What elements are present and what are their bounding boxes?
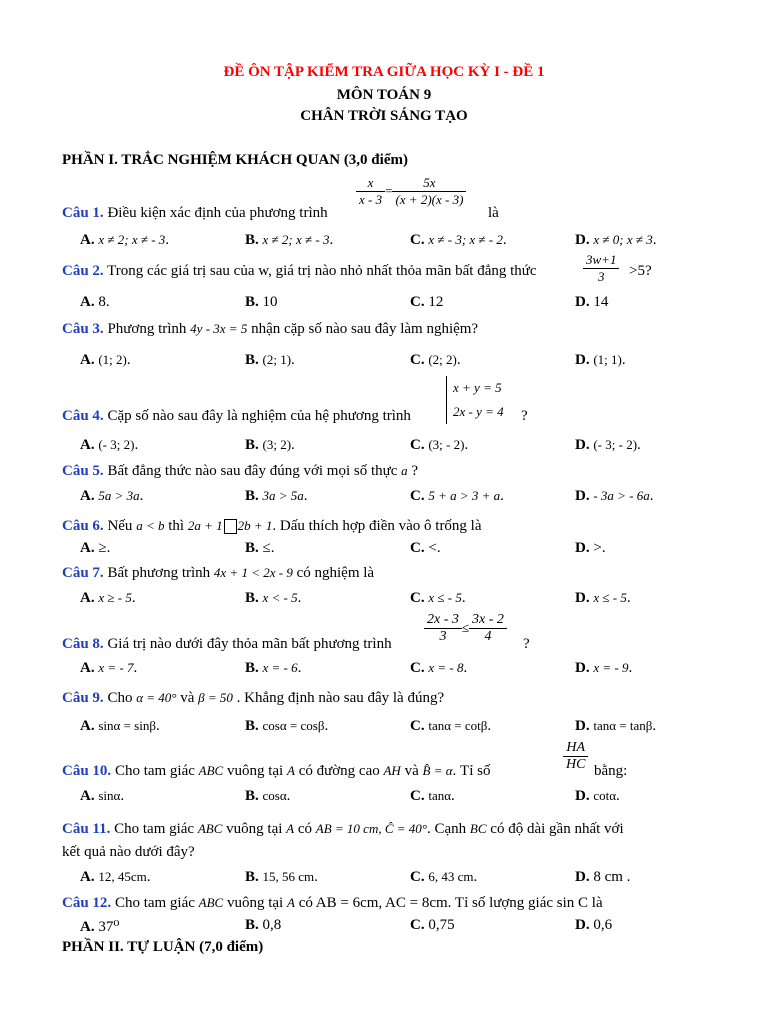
q11-option-a[interactable]: A. 12, 45cm. bbox=[80, 869, 151, 885]
question-4: Câu 4. Cặp số nào sau đây là nghiệm của hệ phương trình bbox=[62, 408, 411, 424]
question-5: Câu 5. Bất đẳng thức nào sau đây đúng với mọi số thực a ? bbox=[62, 463, 419, 479]
q8-option-c[interactable]: C. x = - 8. bbox=[410, 660, 468, 676]
question-4-tail: ? bbox=[521, 408, 528, 424]
q7-option-a[interactable]: A. x ≥ - 5. bbox=[80, 590, 136, 606]
q5-option-c[interactable]: C. 5 + a > 3 + a. bbox=[410, 488, 504, 504]
q4-option-b[interactable]: B. (3; 2). bbox=[245, 437, 295, 453]
question-10: Câu 10. Cho tam giác ABC vuông tại A có đường cao AH và B̂ = α. Tỉ số bbox=[62, 763, 491, 779]
doc-title: ĐỀ ÔN TẬP KIỂM TRA GIỮA HỌC KỲ I - ĐỀ 1 bbox=[223, 64, 545, 80]
question-1-tail: là bbox=[488, 205, 499, 221]
question-1: Câu 1. Điều kiện xác định của phương trình bbox=[62, 205, 328, 221]
question-9: Câu 9. Cho α = 40° và β = 50 . Khẳng định nào sau đây là đúng? bbox=[62, 690, 445, 706]
q10-option-c[interactable]: C. tanα. bbox=[410, 788, 455, 804]
q6-option-b[interactable]: B. ≤. bbox=[245, 540, 275, 556]
q12-option-a[interactable]: A. 37⁰ bbox=[80, 919, 120, 935]
q7-option-b[interactable]: B. x < - 5. bbox=[245, 590, 302, 606]
question-8: Câu 8. Giá trị nào dưới đây thỏa mãn bất phương trình bbox=[62, 636, 392, 652]
q11-option-c[interactable]: C. 6, 43 cm. bbox=[410, 869, 478, 885]
q9-option-b[interactable]: B. cosα = cosβ. bbox=[245, 718, 329, 734]
q6-option-a[interactable]: A. ≥. bbox=[80, 540, 111, 556]
question-10-ratio: $\frac{HA}{HC}$ bbox=[563, 740, 588, 773]
part1-heading: PHẦN I. TRẮC NGHIỆM KHÁCH QUAN (3,0 điểm) bbox=[62, 152, 408, 168]
question-11: Câu 11. Cho tam giác ABC vuông tại A có AB = 10 cm, Ĉ = 40°. Cạnh BC có độ dài gần nhất với bbox=[62, 821, 624, 837]
q3-option-b[interactable]: B. (2; 1). bbox=[245, 352, 295, 368]
part2-heading: PHẦN II. TỰ LUẬN (7,0 điểm) bbox=[62, 939, 264, 955]
question-2-fraction: $\frac{3w+1}{3}$ bbox=[583, 252, 619, 285]
q5-option-b[interactable]: B. 3a > 5a. bbox=[245, 488, 308, 504]
question-6: Câu 6. Nếu a < b thì 2a + 1 2b + 1. Dấu thích hợp điền vào ô trống là bbox=[62, 518, 482, 534]
q12-option-b[interactable]: B. 0,8 bbox=[245, 917, 282, 933]
question-2-tail: >5? bbox=[629, 263, 652, 279]
q4-option-d[interactable]: D. (- 3; - 2). bbox=[575, 437, 641, 453]
q9-option-c[interactable]: C. tanα = cotβ. bbox=[410, 718, 492, 734]
q10-option-d[interactable]: D. cotα. bbox=[575, 788, 620, 804]
q5-option-a[interactable]: A. 5a > 3a. bbox=[80, 488, 144, 504]
question-8-tail: ? bbox=[523, 636, 530, 652]
q10-option-b[interactable]: B. cosα. bbox=[245, 788, 291, 804]
q8-option-a[interactable]: A. x = - 7. bbox=[80, 660, 138, 676]
question-10-tail: bằng: bbox=[594, 763, 628, 779]
question-2: Câu 2. Trong các giá trị sau của w, giá trị nào nhỏ nhất thỏa mãn bất đẳng thức bbox=[62, 263, 537, 279]
q2-option-a[interactable]: A. 8. bbox=[80, 294, 110, 310]
question-3: Câu 3. Phương trình 4y - 3x = 5 nhận cặp số nào sau đây làm nghiệm? bbox=[62, 321, 479, 337]
q11-option-d[interactable]: D. 8 cm . bbox=[575, 869, 631, 885]
q3-option-d[interactable]: D. (1; 1). bbox=[575, 352, 626, 368]
q12-option-d[interactable]: D. 0,6 bbox=[575, 917, 613, 933]
q12-option-c[interactable]: C. 0,75 bbox=[410, 917, 455, 933]
question-11-line2: kết quả nào dưới đây? bbox=[62, 844, 195, 860]
doc-series: CHÂN TRỜI SÁNG TẠO bbox=[300, 108, 468, 124]
q10-option-a[interactable]: A. sinα. bbox=[80, 788, 125, 804]
q6-option-c[interactable]: C. <. bbox=[410, 540, 441, 556]
question-1-equation: $\frac{x}{x - 3}$ = $\frac{5x}{(x + 2)(x - 3)}$ bbox=[356, 175, 466, 208]
q7-option-d[interactable]: D. x ≤ - 5. bbox=[575, 590, 631, 606]
q2-option-d[interactable]: D. 14 bbox=[575, 294, 609, 310]
q9-option-a[interactable]: A. sinα = sinβ. bbox=[80, 718, 160, 734]
q1-option-b[interactable]: B. x ≠ 2; x ≠ - 3. bbox=[245, 232, 334, 248]
q3-option-a[interactable]: A. (1; 2). bbox=[80, 352, 131, 368]
q4-option-a[interactable]: A. (- 3; 2). bbox=[80, 437, 139, 453]
q1-option-a[interactable]: A. x ≠ 2; x ≠ - 3. bbox=[80, 232, 170, 248]
q1-option-d[interactable]: D. x ≠ 0; x ≠ 3. bbox=[575, 232, 657, 248]
question-7: Câu 7. Bất phương trình 4x + 1 < 2x - 9 có nghiệm là bbox=[62, 565, 375, 581]
q8-option-d[interactable]: D. x = - 9. bbox=[575, 660, 633, 676]
q7-option-c[interactable]: C. x ≤ - 5. bbox=[410, 590, 466, 606]
q4-option-c[interactable]: C. (3; - 2). bbox=[410, 437, 469, 453]
doc-subject: MÔN TOÁN 9 bbox=[336, 87, 432, 103]
question-4-system: x + y = 5 2x - y = 4 bbox=[446, 376, 504, 424]
blank-box bbox=[224, 519, 237, 534]
q2-option-b[interactable]: B. 10 bbox=[245, 294, 278, 310]
question-8-inequality: $\frac{2x - 3}{3}$ ≤ $\frac{3x - 2}{4}$ bbox=[424, 612, 507, 645]
question-12: Câu 12. Cho tam giác ABC vuông tại A có AB = 6cm, AC = 8cm. Tỉ số lượng giác sin C là bbox=[62, 895, 603, 911]
q1-option-c[interactable]: C. x ≠ - 3; x ≠ - 2. bbox=[410, 232, 507, 248]
q2-option-c[interactable]: C. 12 bbox=[410, 294, 444, 310]
q6-option-d[interactable]: D. >. bbox=[575, 540, 606, 556]
q8-option-b[interactable]: B. x = - 6. bbox=[245, 660, 302, 676]
q3-option-c[interactable]: C. (2; 2). bbox=[410, 352, 461, 368]
q11-option-b[interactable]: B. 15, 56 cm. bbox=[245, 869, 318, 885]
q5-option-d[interactable]: D. - 3a > - 6a. bbox=[575, 488, 654, 504]
q9-option-d[interactable]: D. tanα = tanβ. bbox=[575, 718, 657, 734]
